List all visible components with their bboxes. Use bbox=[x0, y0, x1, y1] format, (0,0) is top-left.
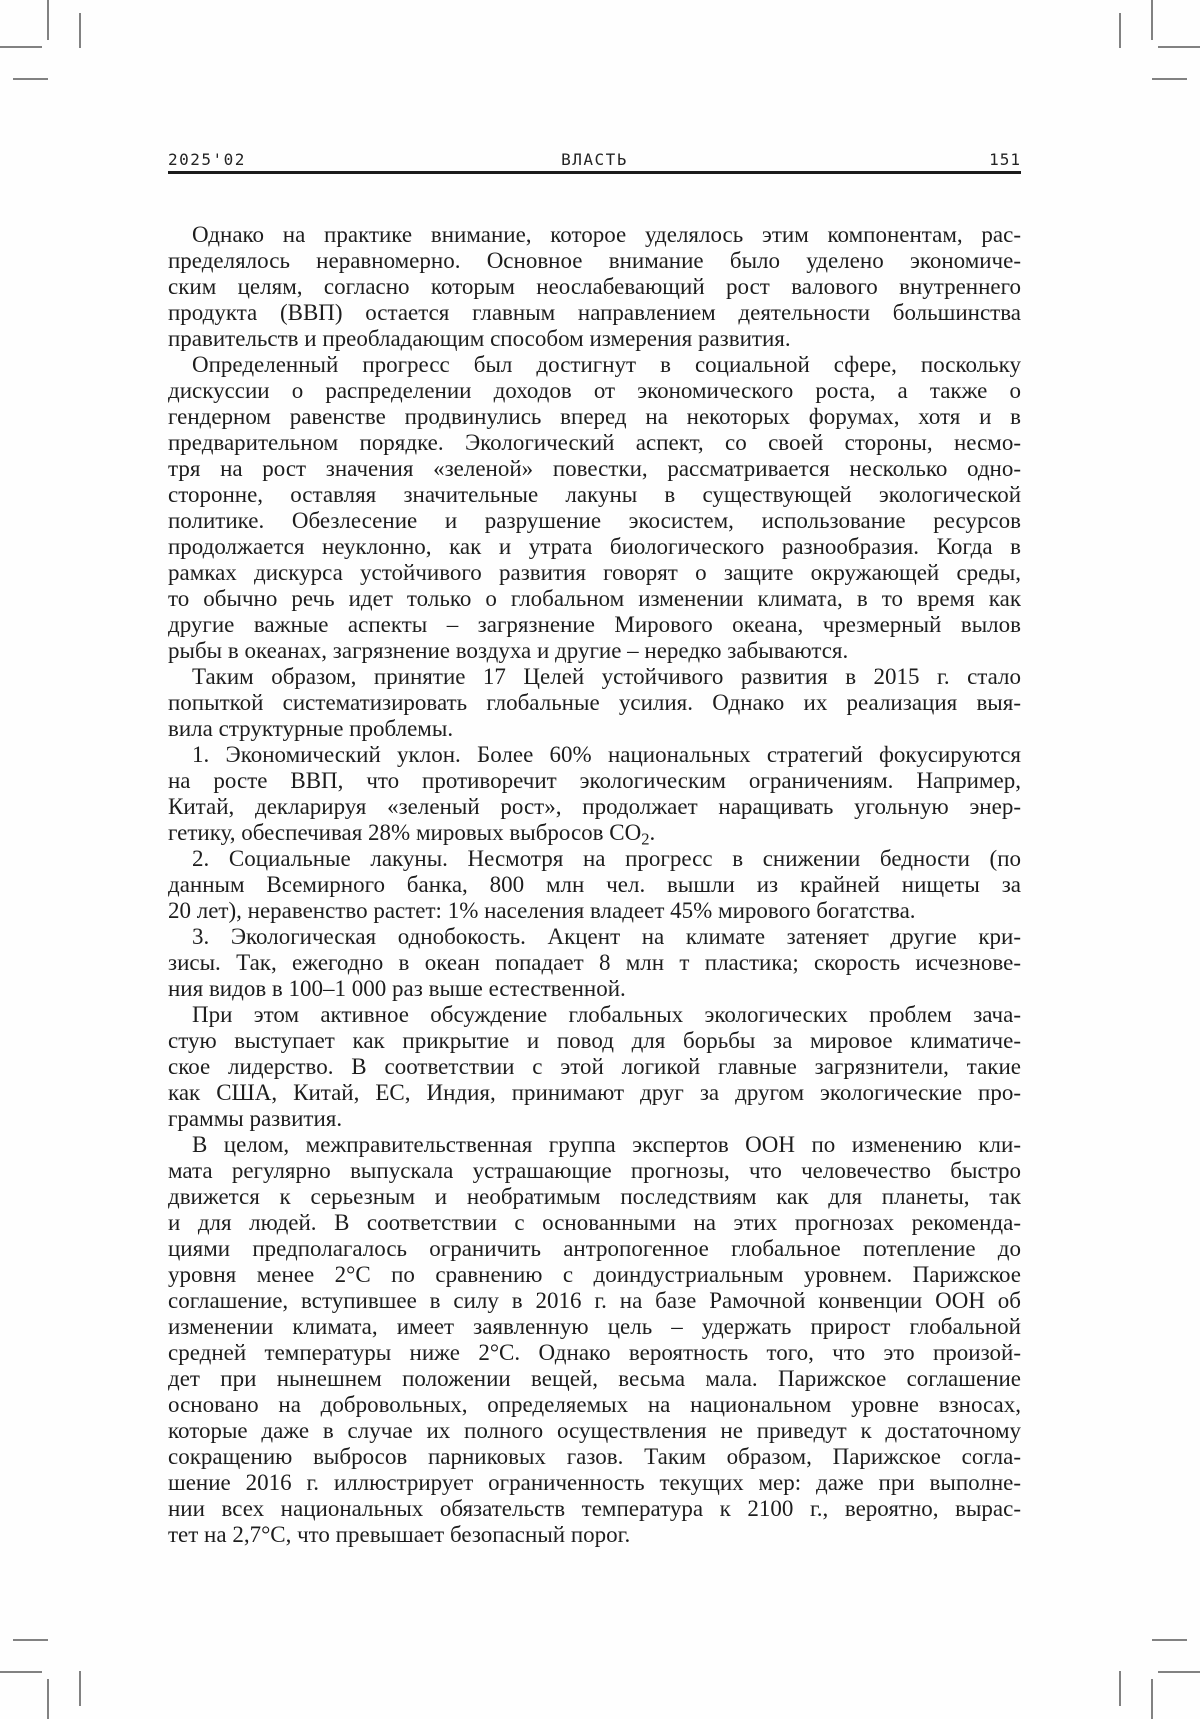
text-line: 2. Социальные лакуны. Несмотря на прогресс в снижении бедности (по bbox=[192, 846, 1021, 871]
crop-mark bbox=[13, 78, 48, 80]
crop-mark bbox=[1158, 1671, 1200, 1673]
text-line: тет на 2,7°C, что превышает безопасный порог. bbox=[168, 1522, 631, 1547]
text-line: основано на добровольных, определяемых на национальном уровне взносах, bbox=[168, 1392, 1021, 1417]
text-segment: гетику, обеспечивая 28% мировых выбросов CO bbox=[168, 820, 642, 845]
text-line: которые даже в случае их полного осуществления не приведут к достаточному bbox=[168, 1418, 1021, 1443]
crop-mark bbox=[1151, 1679, 1153, 1719]
text-line: тря на рост значения «зеленой» повестки, рассматривается несколько одно- bbox=[168, 456, 1021, 481]
text-line: В целом, межправительственная группа экспертов ООН по изменению кли- bbox=[192, 1132, 1021, 1157]
text-line: сокращению выбросов парниковых газов. Таким образом, Парижское согла- bbox=[168, 1444, 1021, 1469]
text-line: 20 лет), неравенство растет: 1% населения владеет 45% мирового богатства. bbox=[168, 898, 916, 923]
text-line: рыбы в океанах, загрязнение воздуха и другие – нередко забываются. bbox=[168, 638, 849, 663]
crop-mark bbox=[79, 1671, 81, 1706]
crop-mark bbox=[47, 0, 49, 40]
text-line: продолжается неуклонно, как и утрата биологического разнообразия. Когда в bbox=[168, 534, 1021, 559]
text-line: мата регулярно выпускала устрашающие прогнозы, что человечество быстро bbox=[168, 1158, 1021, 1183]
text-line: При этом активное обсуждение глобальных экологических проблем зача- bbox=[192, 1002, 1021, 1027]
text-line: сторонне, оставляя значительные лакуны в существующей экологической bbox=[168, 482, 1021, 507]
text-line: движется к серьезным и необратимым последствиям как для планеты, так bbox=[168, 1184, 1021, 1209]
crop-mark bbox=[1152, 1639, 1187, 1641]
journal-title: ВЛАСТЬ bbox=[561, 150, 628, 169]
text-line: рамках дискурса устойчивого развития говорят о защите окружающей среды, bbox=[168, 560, 1021, 585]
text-line: продукта (ВВП) остается главным направлением деятельности большинства bbox=[168, 300, 1021, 325]
crop-mark bbox=[0, 1671, 42, 1673]
text-line: стую выступает как прикрытие и повод для борьбы за мировое климатиче- bbox=[168, 1028, 1021, 1053]
crop-mark bbox=[0, 46, 42, 48]
text-line: 1. Экономический уклон. Более 60% национальных стратегий фокусируются bbox=[192, 742, 1021, 767]
text-line: соглашение, вступившее в силу в 2016 г. на базе Рамочной конвенции ООН об bbox=[168, 1288, 1021, 1313]
text-line: изменении климата, имеет заявленную цель – удержать прирост глобальной bbox=[168, 1314, 1021, 1339]
text-line: Китай, декларируя «зеленый рост», продолжает наращивать угольную энер- bbox=[168, 794, 1021, 819]
crop-mark bbox=[1158, 46, 1200, 48]
text-line: политике. Обезлесение и разрушение экосистем, использование ресурсов bbox=[168, 508, 1021, 533]
page-number: 151 bbox=[989, 150, 1021, 169]
text-segment: . bbox=[649, 820, 656, 845]
page-header bbox=[168, 146, 1021, 169]
crop-mark bbox=[1151, 0, 1153, 40]
issue-label: 2025'02 bbox=[168, 150, 246, 169]
text-line: ния видов в 100–1 000 раз выше естественной. bbox=[168, 976, 626, 1001]
header-rule bbox=[168, 171, 1021, 174]
text-line: зисы. Так, ежегодно в океан попадает 8 млн т пластика; скорость исчезнове- bbox=[168, 950, 1021, 975]
crop-mark bbox=[1119, 13, 1121, 48]
text-line: граммы развития. bbox=[168, 1106, 343, 1131]
text-line: другие важные аспекты – загрязнение Мирового океана, чрезмерный вылов bbox=[168, 612, 1021, 637]
text-line: Однако на практике внимание, которое уделялось этим компонентам, рас- bbox=[192, 222, 1021, 247]
text-line: на росте ВВП, что противоречит экологическим ограничениям. Например, bbox=[168, 768, 1021, 793]
text-line: Определенный прогресс был достигнут в социальной сфере, поскольку bbox=[192, 352, 1021, 377]
crop-mark bbox=[1119, 1671, 1121, 1706]
text-line: и для людей. В соответствии с основанными на этих прогнозах рекоменда- bbox=[168, 1210, 1021, 1235]
text-line: ским целям, согласно которым неослабевающий рост валового внутреннего bbox=[168, 274, 1021, 299]
crop-mark bbox=[47, 1679, 49, 1719]
text-line bbox=[168, 820, 1021, 846]
text-line: Таким образом, принятие 17 Целей устойчивого развития в 2015 г. стало bbox=[192, 664, 1021, 689]
text-line: как США, Китай, ЕС, Индия, принимают друг за другом экологические про- bbox=[168, 1080, 1021, 1105]
subscript-text: 2 bbox=[641, 829, 650, 846]
text-line: вила структурные проблемы. bbox=[168, 716, 454, 741]
text-line: гендерном равенстве продвинулись вперед на некоторых форумах, хотя и в bbox=[168, 404, 1021, 429]
text-line: данным Всемирного банка, 800 млн чел. вышли из крайней нищеты за bbox=[168, 872, 1021, 897]
text-line: правительств и преобладающим способом измерения развития. bbox=[168, 326, 791, 351]
text-line: дет при нынешнем положении вещей, весьма мала. Парижское соглашение bbox=[168, 1366, 1021, 1391]
text-line: предварительном порядке. Экологический аспект, со своей стороны, несмо- bbox=[168, 430, 1021, 455]
text-line: уровня менее 2°C по сравнению с доиндустриальным уровнем. Парижское bbox=[168, 1262, 1021, 1287]
text-line: ское лидерство. В соответствии с этой логикой главные загрязнители, такие bbox=[168, 1054, 1021, 1079]
text-line: дискуссии о распределении доходов от экономического роста, а также о bbox=[168, 378, 1021, 403]
text-line: пределялось неравномерно. Основное внимание было уделено экономиче- bbox=[168, 248, 1021, 273]
text-line: 3. Экологическая однобокость. Акцент на климате затеняет другие кри- bbox=[192, 924, 1021, 949]
text-line: то обычно речь идет только о глобальном изменении климата, в то время как bbox=[168, 586, 1021, 611]
text-line: средней температуры ниже 2°C. Однако вероятность того, что это произой- bbox=[168, 1340, 1021, 1365]
text-line: циями предполагалось ограничить антропогенное глобальное потепление до bbox=[168, 1236, 1021, 1261]
crop-mark bbox=[1152, 78, 1187, 80]
text-line: попыткой систематизировать глобальные усилия. Однако их реализация выя- bbox=[168, 690, 1021, 715]
text-line: нии всех национальных обязательств температура к 2100 г., вероятно, вырас- bbox=[168, 1496, 1021, 1521]
text-line: шение 2016 г. иллюстрирует ограниченность текущих мер: даже при выполне- bbox=[168, 1470, 1021, 1495]
article-text bbox=[168, 222, 1021, 1548]
crop-mark bbox=[79, 13, 81, 48]
crop-mark bbox=[13, 1639, 48, 1641]
